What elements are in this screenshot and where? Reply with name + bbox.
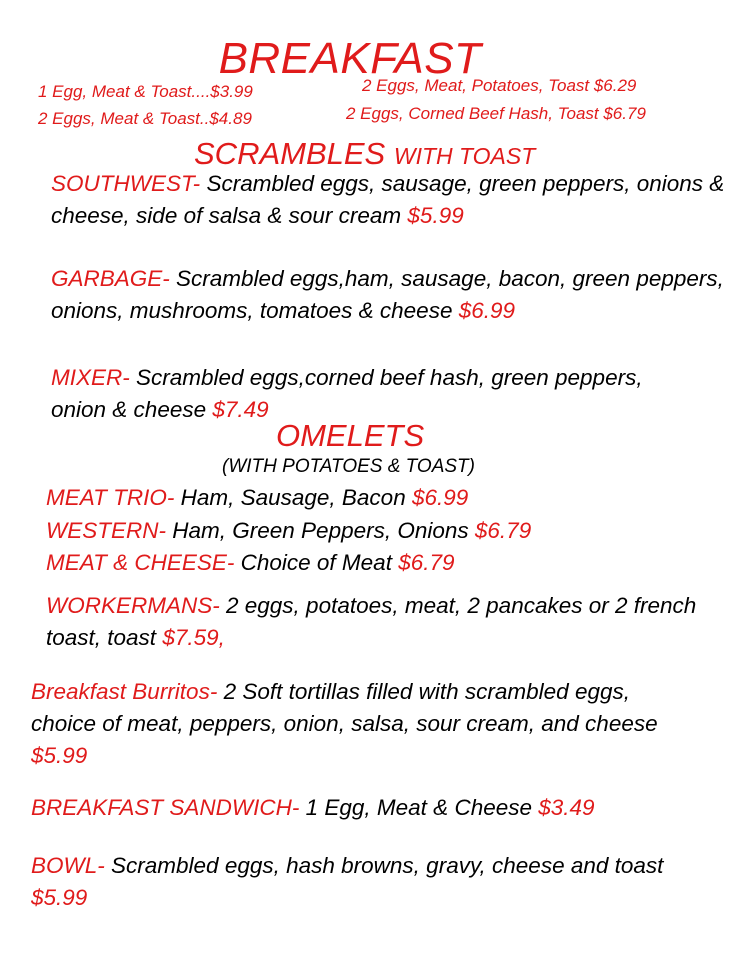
item-price: $3.49 <box>538 795 595 820</box>
item-price: $5.99 <box>31 885 88 910</box>
omelets-subheading: (WITH POTATOES & TOAST) <box>222 456 475 477</box>
combo-item: 2 Eggs, Meat & Toast..$4.89 <box>38 109 252 128</box>
scrambles-heading-suffix: WITH TOAST <box>393 143 536 169</box>
menu-item-western <box>46 515 726 547</box>
item-description: Ham, Green Peppers, Onions <box>166 518 475 543</box>
item-description: 2 Soft tortillas filled with scrambled eggs, choice of meat, peppers, onion, salsa, sour cream, and cheese <box>31 679 658 736</box>
item-price: $7.59, <box>162 625 225 650</box>
item-description: Ham, Sausage, Bacon <box>174 485 412 510</box>
item-description: Scrambled eggs,corned beef hash, green peppers, onion & cheese <box>51 365 643 422</box>
combo-item: 2 Eggs, Corned Beef Hash, Toast $6.79 <box>346 104 646 123</box>
item-name: MEAT TRIO- <box>46 485 175 510</box>
item-name: Breakfast Burritos- <box>31 679 218 704</box>
item-name: WORKERMANS- <box>46 593 220 618</box>
item-price: $5.99 <box>407 203 464 228</box>
combo-item: 1 Egg, Meat & Toast....$3.99 <box>38 82 253 101</box>
item-description: 1 Egg, Meat & Cheese <box>299 795 539 820</box>
item-description: Scrambled eggs,ham, sausage, bacon, green peppers, onions, mushrooms, tomatoes & cheese <box>51 266 724 323</box>
scrambles-heading <box>194 136 535 172</box>
item-name: GARBAGE- <box>51 266 170 291</box>
item-name: MIXER- <box>51 365 130 390</box>
item-name: SOUTHWEST- <box>51 171 201 196</box>
menu-item-breakfast-sandwich <box>31 792 731 824</box>
item-price: $7.49 <box>212 397 269 422</box>
menu-title: BREAKFAST <box>218 34 482 83</box>
menu-item-southwest <box>51 168 731 232</box>
menu-item-meat-cheese <box>46 547 726 579</box>
menu-item-bowl <box>31 850 701 914</box>
item-price: $6.99 <box>411 485 469 510</box>
combo-item: 2 Eggs, Meat, Potatoes, Toast $6.29 <box>362 76 637 95</box>
menu-item-garbage <box>51 263 731 327</box>
item-price: $6.79 <box>474 518 532 543</box>
menu-item-breakfast-burritos <box>31 676 681 772</box>
omelets-heading: OMELETS <box>276 418 425 453</box>
menu-item-meat-trio <box>46 482 726 514</box>
item-price: $6.99 <box>458 298 516 323</box>
item-description: 2 eggs, potatoes, meat, 2 pancakes or 2 french toast, toast <box>46 593 697 650</box>
item-description: Scrambled eggs, hash browns, gravy, cheese and toast <box>104 853 664 878</box>
item-name: BOWL- <box>31 853 105 878</box>
item-price: $5.99 <box>31 743 88 768</box>
menu-item-mixer <box>51 362 651 426</box>
item-name: BREAKFAST SANDWICH- <box>31 795 300 820</box>
item-description: Choice of Meat <box>234 550 399 575</box>
scrambles-heading-text: SCRAMBLES <box>194 136 386 171</box>
item-name: MEAT & CHEESE- <box>46 550 235 575</box>
item-description: Scrambled eggs, sausage, green peppers, onions & cheese, side of salsa & sour cream <box>51 171 725 228</box>
item-price: $6.79 <box>398 550 455 575</box>
item-name: WESTERN- <box>46 518 166 543</box>
menu-item-workermans <box>46 590 706 654</box>
